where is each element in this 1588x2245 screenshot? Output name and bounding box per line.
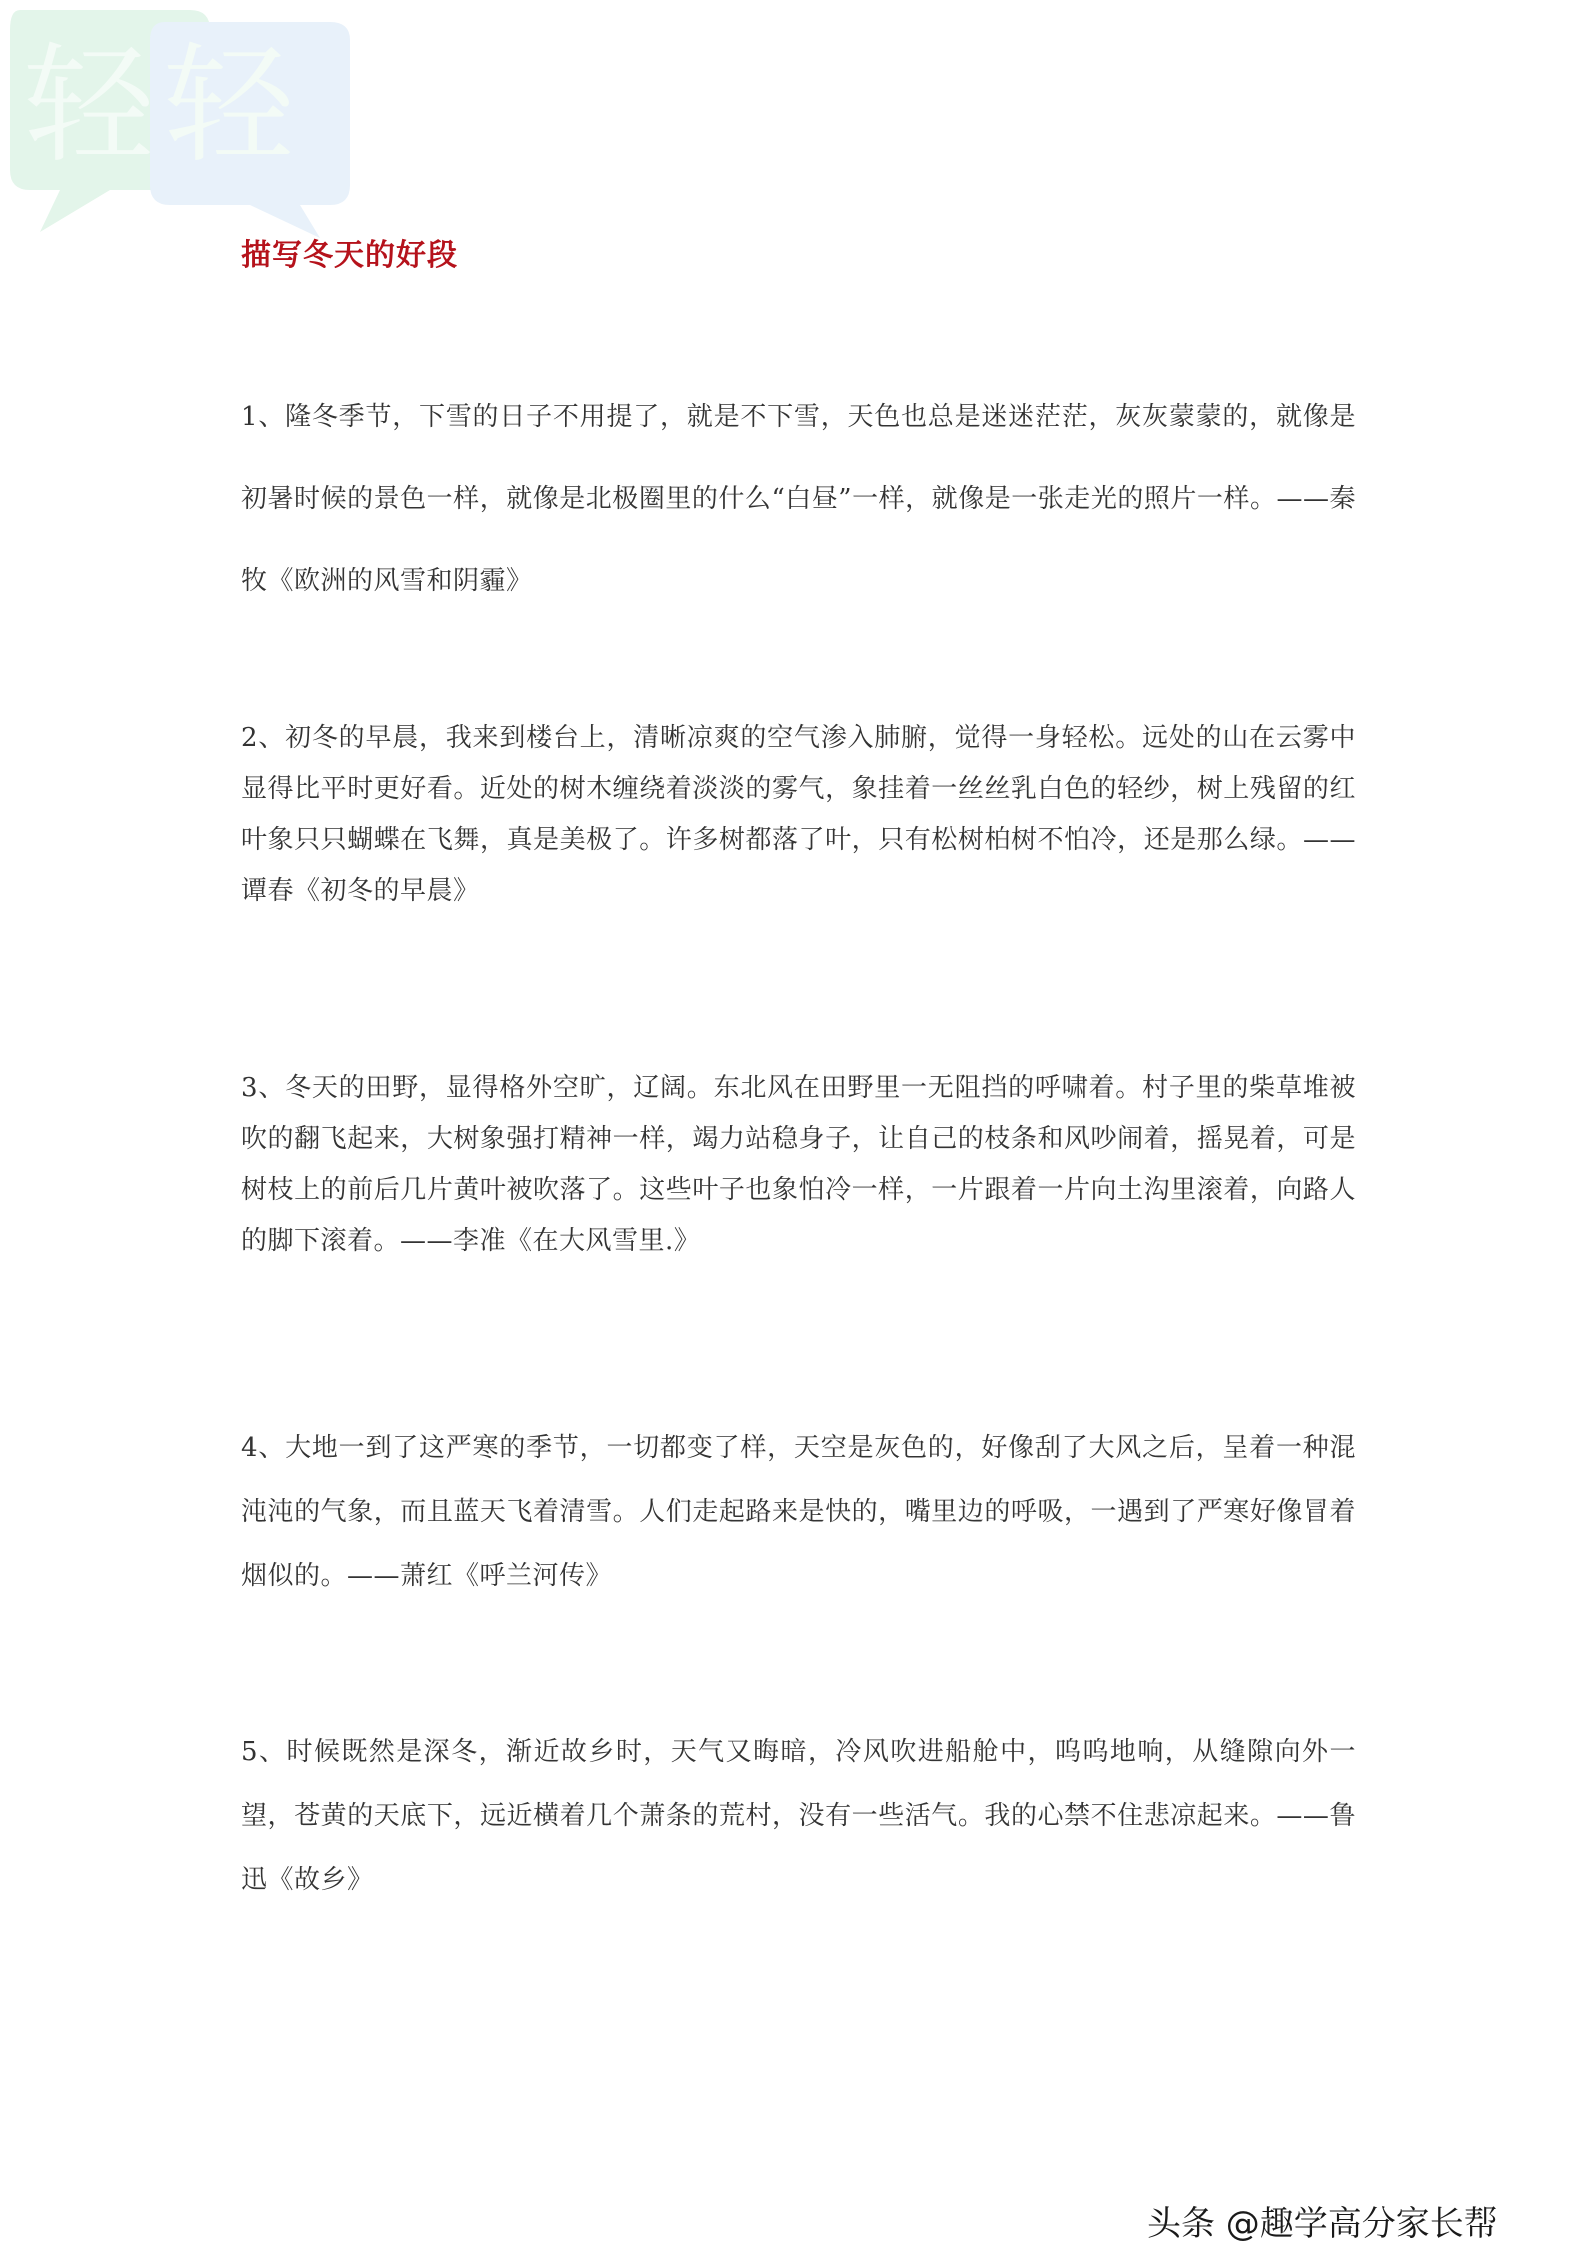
logo xyxy=(0,0,370,240)
logo-text: 轻轻 xyxy=(24,29,305,181)
paragraph-4: 4、大地一到了这严寒的季节，一切都变了样，天空是灰色的，好像刮了大风之后，呈着一种混沌沌的气象，而且蓝天飞着清雪。人们走起路来是快的，嘴里边的呼吸，一遇到了严寒好像冒着烟似的。——萧红《呼兰河传》 xyxy=(241,1433,1356,1591)
watermark: 头条 @趣学高分家长帮 xyxy=(1147,2204,1498,2244)
paragraph-2: 2、初冬的早晨，我来到楼台上，清晰凉爽的空气渗入肺腑，觉得一身轻松。远处的山在云雾中显得比平时更好看。近处的树木缠绕着淡淡的雾气，象挂着一丝丝乳白色的轻纱，树上残留的红叶象只只蝴蝶在飞舞，真是美极了。许多树都落了叶，只有松树柏树不怕冷，还是那么绿。——谭春《初冬的早晨》 xyxy=(241,723,1356,906)
document-title: 描写冬天的好段 xyxy=(241,238,458,273)
paragraph-3: 3、冬天的田野，显得格外空旷，辽阔。东北风在田野里一无阻挡的呼啸着。村子里的柴草堆被吹的翻飞起来，大树象强打精神一样，竭力站稳身子，让自己的枝条和风吵闹着，摇晃着，可是树枝上的前后几片黄叶被吹落了。这些叶子也象怕冷一样，一片跟着一片向土沟里滚着，向路人的脚下滚着。——李准《在大风雪里.》 xyxy=(241,1073,1356,1256)
paragraph-5: 5、时候既然是深冬，渐近故乡时，天气又晦暗，冷风吹进船舱中，呜呜地响，从缝隙向外一望，苍黄的天底下，远近横着几个萧条的荒村，没有一些活气。我的心禁不住悲凉起来。——鲁迅《故乡》 xyxy=(241,1737,1356,1895)
paragraph-1: 1、隆冬季节，下雪的日子不用提了，就是不下雪，天色也总是迷迷茫茫，灰灰蒙蒙的，就像是初暑时候的景色一样，就像是北极圈里的什么“白昼”一样，就像是一张走光的照片一样。——秦牧《欧洲的风雪和阴霾》 xyxy=(241,402,1356,596)
